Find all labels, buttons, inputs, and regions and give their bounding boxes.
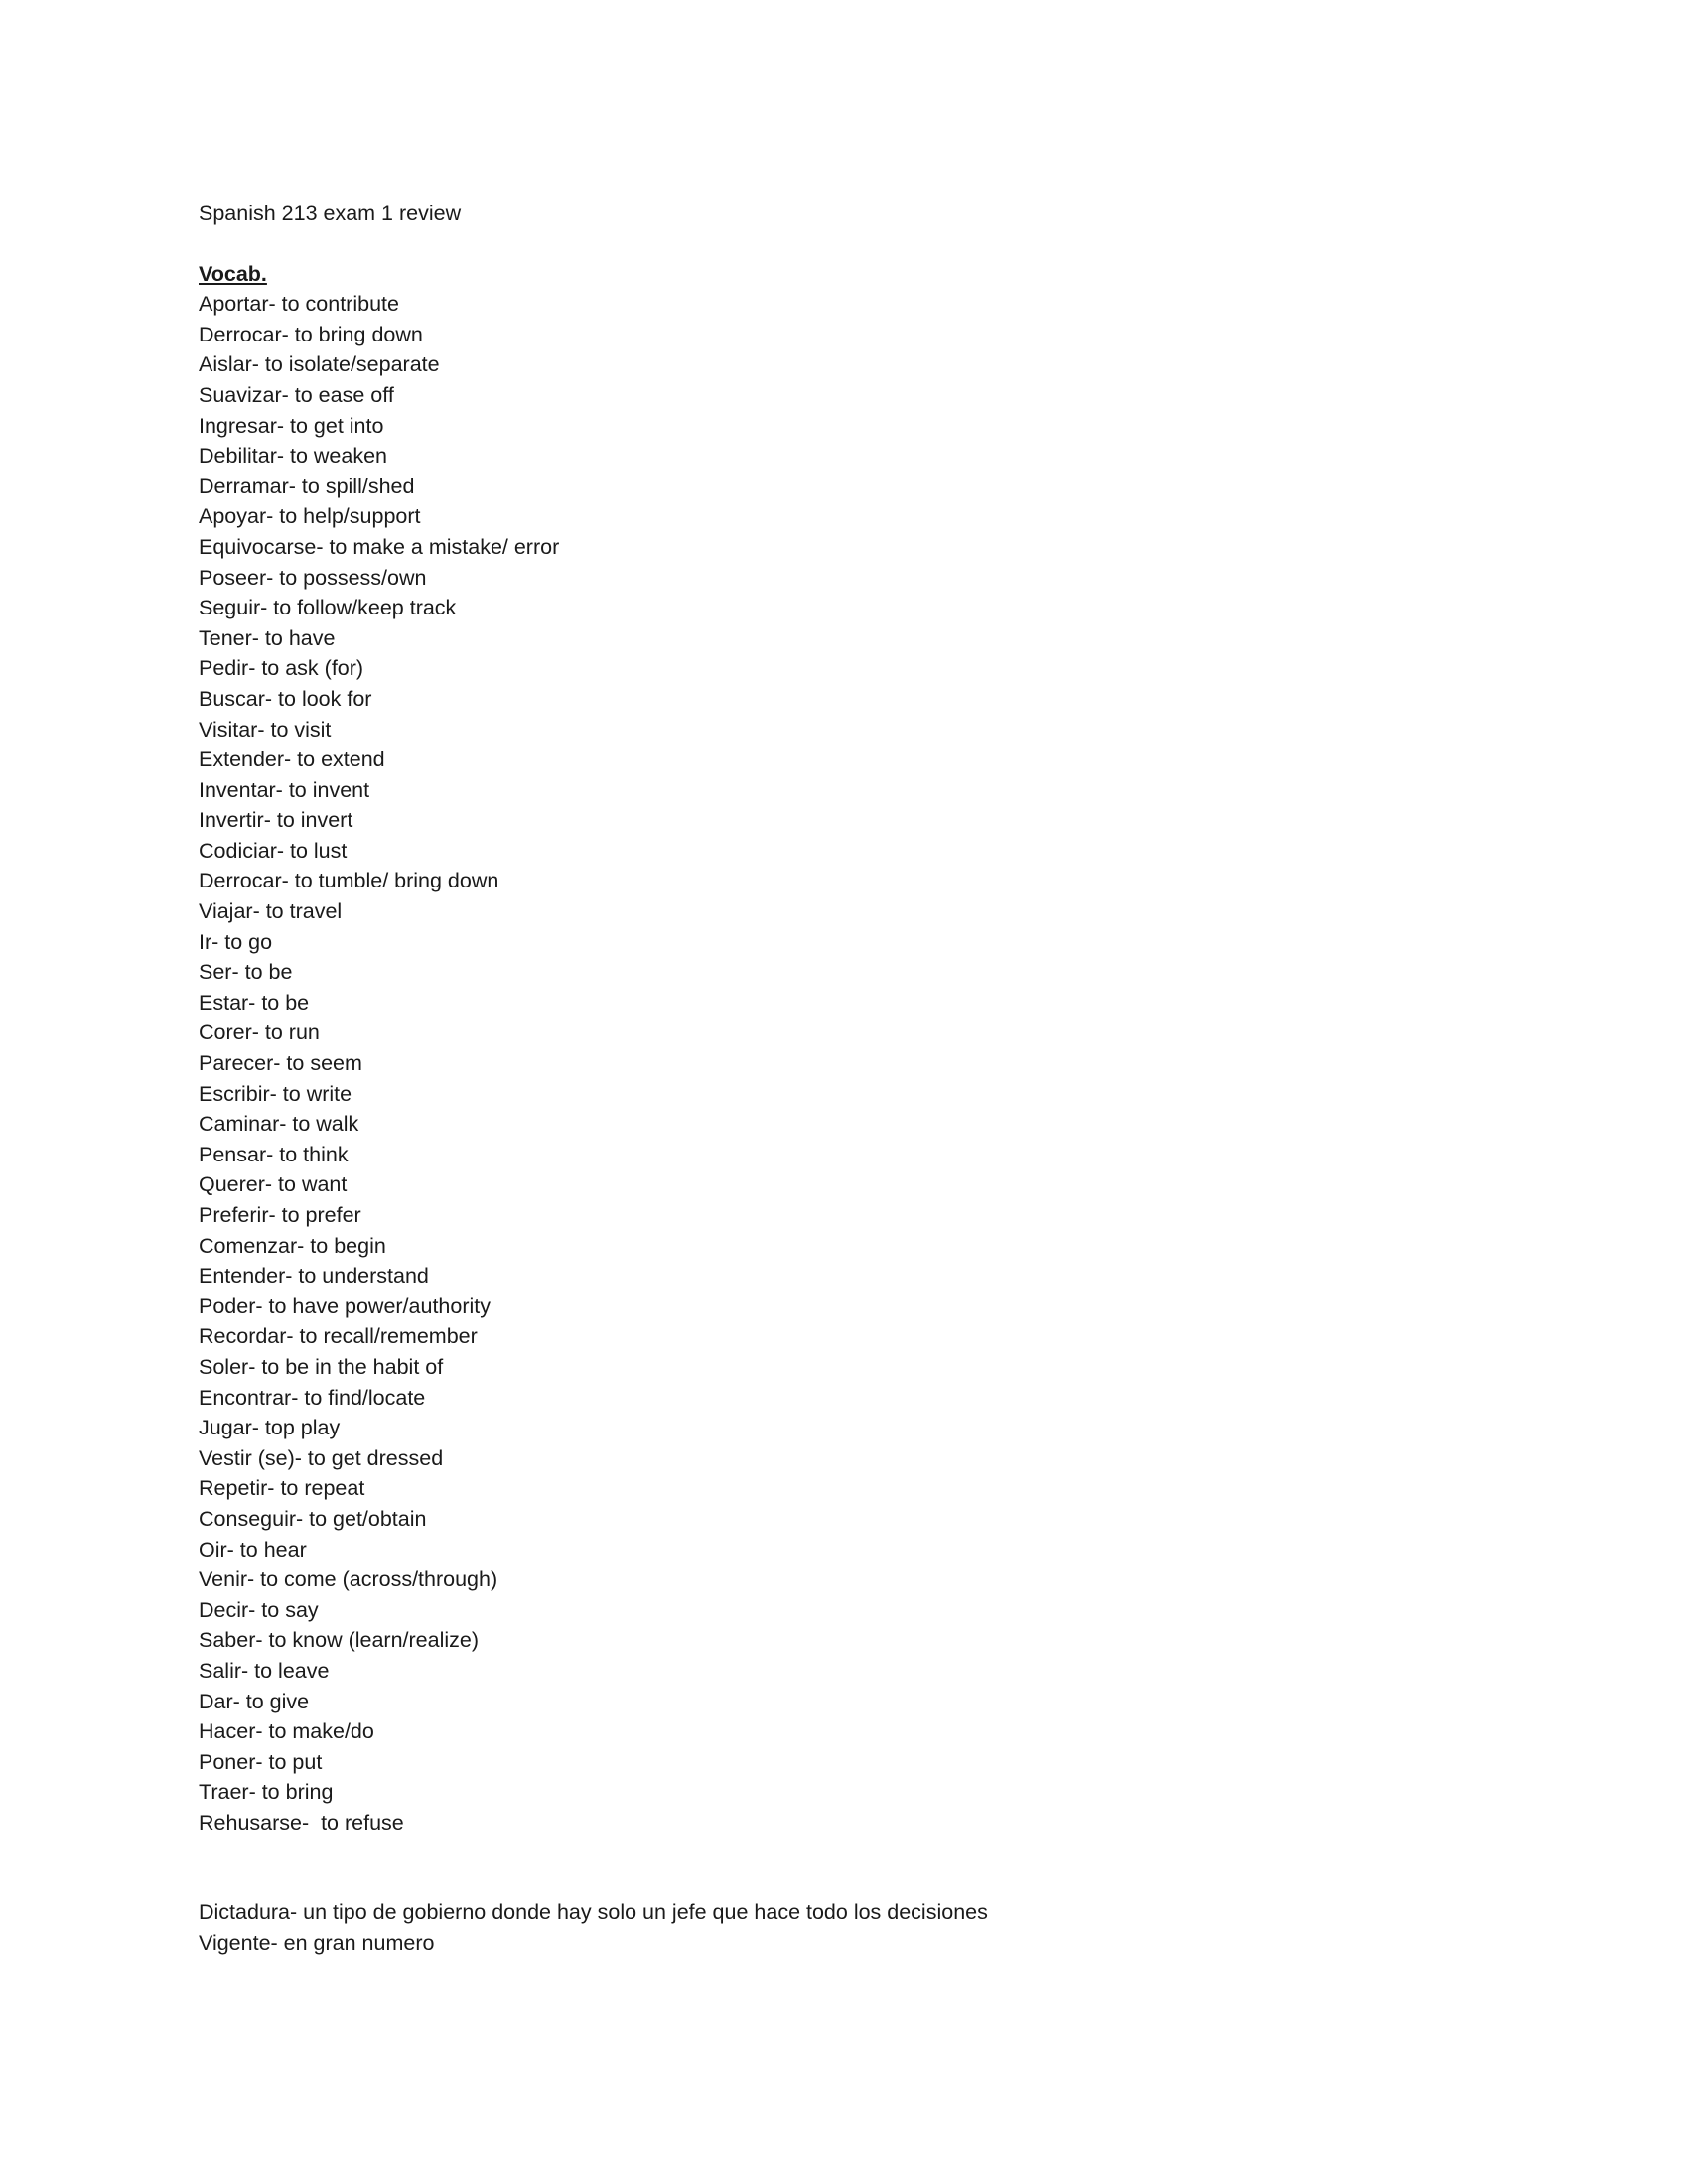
document-content: [199, 199, 1489, 1959]
vocab-item: Poseer- to possess/own: [199, 565, 427, 590]
vocab-item: Tener- to have: [199, 625, 336, 650]
vocab-item: Saber- to know (learn/realize): [199, 1628, 480, 1653]
vocab-item: Equivocarse- to make a mistake/ error: [199, 534, 560, 559]
vocab-item: Extender- to extend: [199, 748, 385, 772]
vocab-item: Caminar- to walk: [199, 1112, 359, 1137]
vocab-item: Ser- to be: [199, 960, 293, 985]
vocab-item: Jugar- top play: [199, 1416, 341, 1440]
vocab-item: Poner- to put: [199, 1749, 323, 1774]
vocab-item: Traer- to bring: [199, 1780, 334, 1805]
vocab-item: Entender- to understand: [199, 1264, 429, 1289]
vocab-item: Debilitar- to weaken: [199, 444, 388, 469]
vocab-item: Aislar- to isolate/separate: [199, 352, 440, 377]
vocab-heading: Vocab.: [199, 261, 267, 286]
vocab-item: Seguir- to follow/keep track: [199, 596, 457, 620]
vocab-item: Encontrar- to find/locate: [199, 1385, 426, 1410]
vocab-item: Venir- to come (across/through): [199, 1568, 498, 1592]
vocab-item: Derramar- to spill/shed: [199, 474, 415, 498]
vocab-item: Buscar- to look for: [199, 686, 372, 711]
vocab-item: Vestir (se)- to get dressed: [199, 1445, 444, 1470]
vocab-item: Escribir- to write: [199, 1081, 352, 1106]
definition-item: Dictadura- un tipo de gobierno donde hay solo un jefe que hace todo los decisiones: [199, 1900, 988, 1925]
vocab-item: Ir- to go: [199, 929, 273, 954]
vocab-item: Dar- to give: [199, 1689, 310, 1713]
vocab-item: Ingresar- to get into: [199, 413, 384, 438]
vocab-item: Parecer- to seem: [199, 1051, 362, 1076]
vocab-item: Viajar- to travel: [199, 899, 343, 924]
vocab-item: Inventar- to invent: [199, 777, 370, 802]
vocab-item: Apoyar- to help/support: [199, 504, 421, 529]
vocab-item: Conseguir- to get/obtain: [199, 1506, 427, 1531]
vocab-item: Recordar- to recall/remember: [199, 1324, 478, 1349]
vocab-item: Aportar- to contribute: [199, 292, 399, 317]
vocab-item: Derrocar- to tumble/ bring down: [199, 869, 499, 893]
vocab-item: Hacer- to make/do: [199, 1719, 374, 1744]
vocab-item: Repetir- to repeat: [199, 1476, 365, 1501]
vocab-list: [199, 289, 1489, 1838]
vocab-item: Decir- to say: [199, 1597, 319, 1622]
vocab-item: Invertir- to invert: [199, 808, 353, 833]
vocab-item: Derrocar- to bring down: [199, 322, 423, 346]
vocab-item: Poder- to have power/authority: [199, 1294, 491, 1318]
vocab-item: Estar- to be: [199, 990, 310, 1015]
vocab-item: Comenzar- to begin: [199, 1233, 386, 1258]
vocab-item: Codiciar- to lust: [199, 838, 348, 863]
definition-item: Vigente- en gran numero: [199, 1931, 435, 1956]
vocab-item: Suavizar- to ease off: [199, 382, 394, 407]
vocab-item: Pedir- to ask (for): [199, 656, 364, 681]
vocab-item: Corer- to run: [199, 1021, 320, 1045]
definitions-list: [199, 1897, 1489, 1958]
vocab-item: Salir- to leave: [199, 1658, 330, 1683]
vocab-item: Querer- to want: [199, 1172, 348, 1197]
document-title: Spanish 213 exam 1 review: [199, 202, 462, 225]
vocab-item: Preferir- to prefer: [199, 1203, 361, 1227]
vocab-item: Rehusarse- to refuse: [199, 1810, 404, 1835]
vocab-item: Visitar- to visit: [199, 717, 332, 742]
vocab-item: Pensar- to think: [199, 1142, 349, 1166]
vocab-item: Oir- to hear: [199, 1537, 307, 1562]
vocab-item: Soler- to be in the habit of: [199, 1354, 444, 1379]
